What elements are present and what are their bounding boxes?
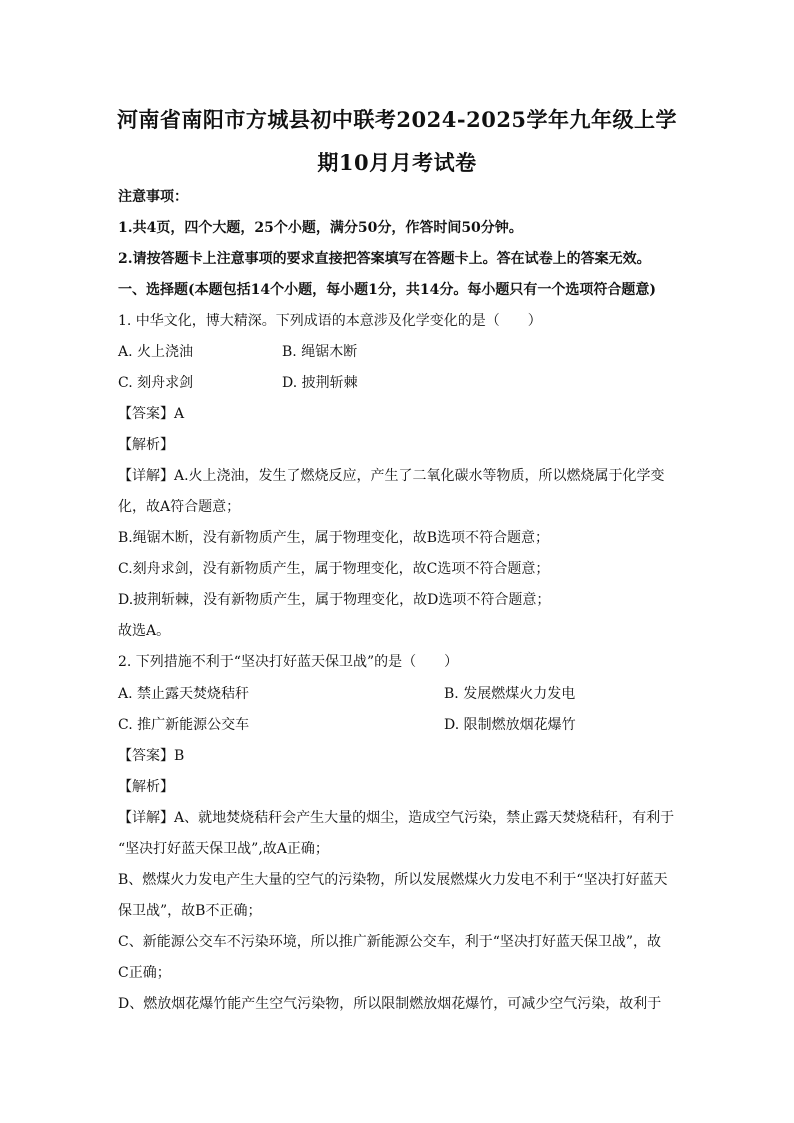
section-heading: 一、选择题(本题包括14个小题，每小题1分，共14分。每小题只有一个选项符合题意): [118, 282, 656, 298]
question-1-detail-3: B.绳锯木断，没有新物质产生，属于物理变化，故B选项不符合题意；: [118, 530, 550, 546]
question-1-option-d: D. 披荆斩棘: [282, 375, 358, 391]
question-1-stem: 1. 中华文化，博大精深。下列成语的本意涉及化学变化的是（ ）: [118, 313, 542, 329]
question-2-analysis-label: 【解析】: [118, 779, 174, 795]
question-1-detail-1: 【详解】A.火上浇油，发生了燃烧反应，产生了二氧化碳水等物质，所以燃烧属于化学变: [118, 468, 665, 484]
question-2-detail-4: 保卫战”，故B不正确；: [118, 903, 262, 919]
question-1-analysis-label: 【解析】: [118, 437, 174, 453]
notice-item-1: 1.共4页，四个大题，25个小题，满分50分，作答时间50分钟。: [118, 220, 523, 236]
question-2-detail-2: “坚决打好蓝天保卫战”,故A正确；: [118, 841, 329, 857]
question-1-option-c: C. 刻舟求剑: [118, 375, 194, 391]
question-1-conclusion: 故选A。: [118, 623, 171, 639]
exam-title-line1: 河南省南阳市方城县初中联考2024-2025学年九年级上学: [116, 107, 678, 132]
question-1-option-a: A. 火上浇油: [118, 344, 194, 360]
question-2-answer: 【答案】B: [118, 748, 185, 764]
notice-item-2: 2.请按答题卡上注意事项的要求直接把答案填写在答题卡上。答在试卷上的答案无效。: [118, 251, 651, 267]
question-2-detail-1: 【详解】A、就地焚烧秸秆会产生大量的烟尘，造成空气污染，禁止露天焚烧秸秆，有利于: [118, 810, 675, 826]
question-2-detail-3: B、燃煤火力发电产生大量的空气的污染物，所以发展燃煤火力发电不利于“坚决打好蓝天: [118, 872, 668, 888]
question-2-detail-5: C、新能源公交车不污染环境，所以推广新能源公交车，利于“坚决打好蓝天保卫战”，故: [118, 934, 662, 950]
question-2-option-a: A. 禁止露天焚烧秸秆: [118, 686, 250, 702]
question-1-answer: 【答案】A: [118, 406, 185, 422]
question-1-detail-2: 化，故A符合题意；: [118, 499, 241, 515]
question-2-detail-7: D、燃放烟花爆竹能产生空气污染物，所以限制燃放烟花爆竹，可减少空气污染，故利于: [118, 996, 662, 1012]
question-2-detail-6: C正确；: [118, 965, 171, 981]
question-2-option-b: B. 发展燃煤火力发电: [444, 686, 576, 702]
question-1-option-b: B. 绳锯木断: [282, 344, 358, 360]
question-2-option-c: C. 推广新能源公交车: [118, 717, 250, 733]
question-2-stem: 2. 下列措施不利于“坚决打好蓝天保卫战”的是（ ）: [118, 654, 459, 670]
question-1-detail-4: C.刻舟求剑，没有新物质产生，属于物理变化，故C选项不符合题意；: [118, 561, 550, 577]
notice-heading: 注意事项：: [118, 189, 188, 205]
question-1-detail-5: D.披荆斩棘，没有新物质产生，属于物理变化，故D选项不符合题意；: [118, 592, 551, 608]
exam-title-line2: 期10月月考试卷: [317, 150, 477, 175]
question-2-option-d: D. 限制燃放烟花爆竹: [444, 717, 576, 733]
